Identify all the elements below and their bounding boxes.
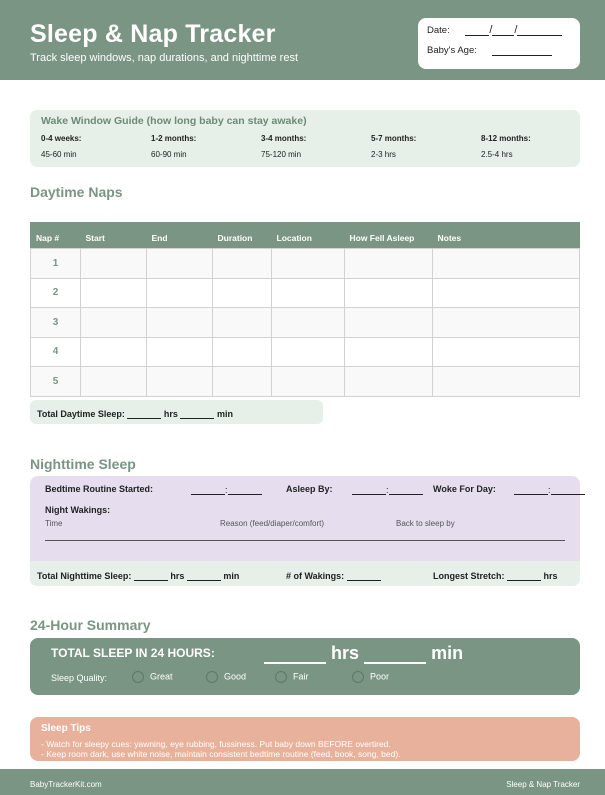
hrs-unit: hrs <box>170 571 185 581</box>
min-unit: min <box>431 643 464 663</box>
sleep-quality-label: Sleep Quality: <box>51 673 108 683</box>
start-cell[interactable] <box>81 367 147 397</box>
column-header: Notes <box>433 223 580 249</box>
nap-number: 1 <box>31 249 81 279</box>
how-fell-asleep-cell[interactable] <box>345 337 433 367</box>
nap-number: 4 <box>31 337 81 367</box>
page-subtitle: Track sleep windows, nap durations, and nighttime rest <box>30 52 299 64</box>
guide-age: 5-7 months: <box>371 134 417 143</box>
quality-option-great[interactable]: Great <box>132 671 173 683</box>
hrs-unit: hrs <box>331 643 360 663</box>
how-fell-asleep-cell[interactable] <box>345 367 433 397</box>
longest-stretch-label: Longest Stretch: <box>433 571 505 581</box>
table-row <box>31 278 580 308</box>
guide-title: Wake Window Guide (how long baby can stay awake) <box>41 115 307 127</box>
wakings-count-label: # of Wakings: <box>286 571 345 581</box>
notes-cell[interactable] <box>433 337 580 367</box>
bedtime-field[interactable]: : <box>191 484 262 495</box>
end-cell[interactable] <box>147 308 213 338</box>
naps-table <box>30 222 580 397</box>
woke-for-day-field[interactable]: : <box>514 484 585 495</box>
sleep-tip: - Watch for sleepy cues: yawning, eye rubbing, fussiness. Put baby down BEFORE overtired. <box>41 739 391 749</box>
sleep-tip: - Keep room dark, use white noise, maintain consistent bedtime routine (feed, book, song, bed). <box>41 749 401 759</box>
night-hrs-field[interactable] <box>134 570 168 581</box>
date-year-field[interactable] <box>517 25 562 36</box>
total-min-field[interactable] <box>364 648 426 664</box>
bedtime-label: Bedtime Routine Started: <box>45 484 154 494</box>
guide-age: 1-2 months: <box>151 134 197 143</box>
footer-site: BabyTrackerKit.com <box>30 780 102 789</box>
date-day-field[interactable] <box>492 25 514 36</box>
duration-cell[interactable] <box>213 278 272 308</box>
page-header <box>0 0 605 80</box>
column-header: Duration <box>213 223 272 249</box>
table-row <box>31 337 580 367</box>
summary-panel <box>30 638 580 695</box>
nap-number: 5 <box>31 367 81 397</box>
asleep-by-label: Asleep By: <box>286 484 333 494</box>
total-24h-label: TOTAL SLEEP IN 24 HOURS: <box>51 646 215 660</box>
wake-window-guide <box>30 110 580 167</box>
end-cell[interactable] <box>147 278 213 308</box>
total-daytime-sleep <box>30 400 323 424</box>
location-cell[interactable] <box>272 337 345 367</box>
guide-age: 0-4 weeks: <box>41 134 82 143</box>
how-fell-asleep-cell[interactable] <box>345 249 433 279</box>
radio-icon[interactable] <box>352 671 364 683</box>
end-cell[interactable] <box>147 337 213 367</box>
how-fell-asleep-cell[interactable] <box>345 278 433 308</box>
daytime-naps-heading: Daytime Naps <box>30 184 123 200</box>
wakings-count-field[interactable] <box>347 570 381 581</box>
guide-item <box>151 134 196 159</box>
location-cell[interactable] <box>272 308 345 338</box>
duration-cell[interactable] <box>213 249 272 279</box>
table-row <box>31 367 580 397</box>
duration-cell[interactable] <box>213 308 272 338</box>
total-24h-fields <box>264 643 463 664</box>
asleep-by-field[interactable]: : <box>352 484 423 495</box>
longest-stretch-field[interactable] <box>507 570 541 581</box>
wakings-entry-line[interactable] <box>45 540 565 541</box>
guide-window: 2-3 hrs <box>371 150 396 159</box>
longest-stretch <box>433 570 558 581</box>
wakings-col-time: Time <box>45 519 63 528</box>
how-fell-asleep-cell[interactable] <box>345 308 433 338</box>
quality-option-fair[interactable]: Fair <box>275 671 309 683</box>
woke-for-day-label: Woke For Day: <box>433 484 496 494</box>
location-cell[interactable] <box>272 367 345 397</box>
total-nighttime-label: Total Nighttime Sleep: <box>37 571 132 581</box>
age-label: Baby's Age: <box>427 45 477 56</box>
duration-cell[interactable] <box>213 367 272 397</box>
wakings-col-back-to-sleep: Back to sleep by <box>396 519 455 528</box>
nap-number: 2 <box>31 278 81 308</box>
guide-window: 60-90 min <box>151 150 187 159</box>
guide-item <box>261 134 306 159</box>
date-row: Date: / / <box>427 24 562 36</box>
column-header: Nap # <box>31 223 81 249</box>
radio-icon[interactable] <box>206 671 218 683</box>
location-cell[interactable] <box>272 278 345 308</box>
start-cell[interactable] <box>81 337 147 367</box>
guide-item <box>41 134 81 159</box>
total-hrs-field[interactable] <box>264 648 326 664</box>
min-unit: min <box>216 409 233 419</box>
age-field[interactable] <box>492 45 552 56</box>
guide-item <box>481 134 531 159</box>
date-month-field[interactable] <box>465 25 489 36</box>
number-of-wakings <box>286 570 381 581</box>
guide-window: 45-60 min <box>41 150 77 159</box>
night-min-field[interactable] <box>187 570 221 581</box>
table-header-row <box>31 223 580 249</box>
bedtime-row <box>45 484 153 494</box>
notes-cell[interactable] <box>433 367 580 397</box>
quality-option-poor[interactable]: Poor <box>352 671 389 683</box>
wakings-col-reason: Reason (feed/diaper/comfort) <box>220 519 325 528</box>
date-label: Date: <box>427 25 450 36</box>
start-cell[interactable] <box>81 278 147 308</box>
column-header: Start <box>81 223 147 249</box>
nap-number: 3 <box>31 308 81 338</box>
start-cell[interactable] <box>81 249 147 279</box>
sleep-tips-panel <box>30 717 580 761</box>
column-header: End <box>147 223 213 249</box>
guide-window: 75-120 min <box>261 150 302 159</box>
nighttime-sleep-heading: Nighttime Sleep <box>30 456 136 472</box>
min-unit: min <box>223 571 240 581</box>
sleep-tips-title: Sleep Tips <box>41 723 91 734</box>
night-wakings-heading: Night Wakings: <box>45 505 111 515</box>
daytime-min-field[interactable] <box>180 408 214 419</box>
nighttime-totals <box>30 561 580 586</box>
notes-cell[interactable] <box>433 249 580 279</box>
page-title: Sleep & Nap Tracker <box>30 20 276 48</box>
radio-icon[interactable] <box>275 671 287 683</box>
hrs-unit: hrs <box>163 409 178 419</box>
age-row <box>427 45 552 56</box>
start-cell[interactable] <box>81 308 147 338</box>
guide-age: 8-12 months: <box>481 134 531 143</box>
radio-icon[interactable] <box>132 671 144 683</box>
notes-cell[interactable] <box>433 278 580 308</box>
page-footer <box>0 769 605 795</box>
column-header: How Fell Asleep <box>345 223 433 249</box>
hrs-unit: hrs <box>543 571 558 581</box>
notes-cell[interactable] <box>433 308 580 338</box>
summary-heading: 24-Hour Summary <box>30 617 151 633</box>
guide-window: 2.5-4 hrs <box>481 150 513 159</box>
date-age-box <box>418 18 580 69</box>
table-row <box>31 308 580 338</box>
total-nighttime-sleep <box>37 570 239 581</box>
duration-cell[interactable] <box>213 337 272 367</box>
table-row <box>31 249 580 279</box>
end-cell[interactable] <box>147 367 213 397</box>
quality-option-good[interactable]: Good <box>206 671 246 683</box>
nighttime-panel <box>30 476 580 561</box>
end-cell[interactable] <box>147 249 213 279</box>
location-cell[interactable] <box>272 249 345 279</box>
guide-age: 3-4 months: <box>261 134 307 143</box>
total-daytime-label: Total Daytime Sleep: <box>37 409 125 419</box>
column-header: Location <box>272 223 345 249</box>
guide-item <box>371 134 416 159</box>
footer-doc-title: Sleep & Nap Tracker <box>506 780 580 789</box>
daytime-hrs-field[interactable] <box>127 408 161 419</box>
